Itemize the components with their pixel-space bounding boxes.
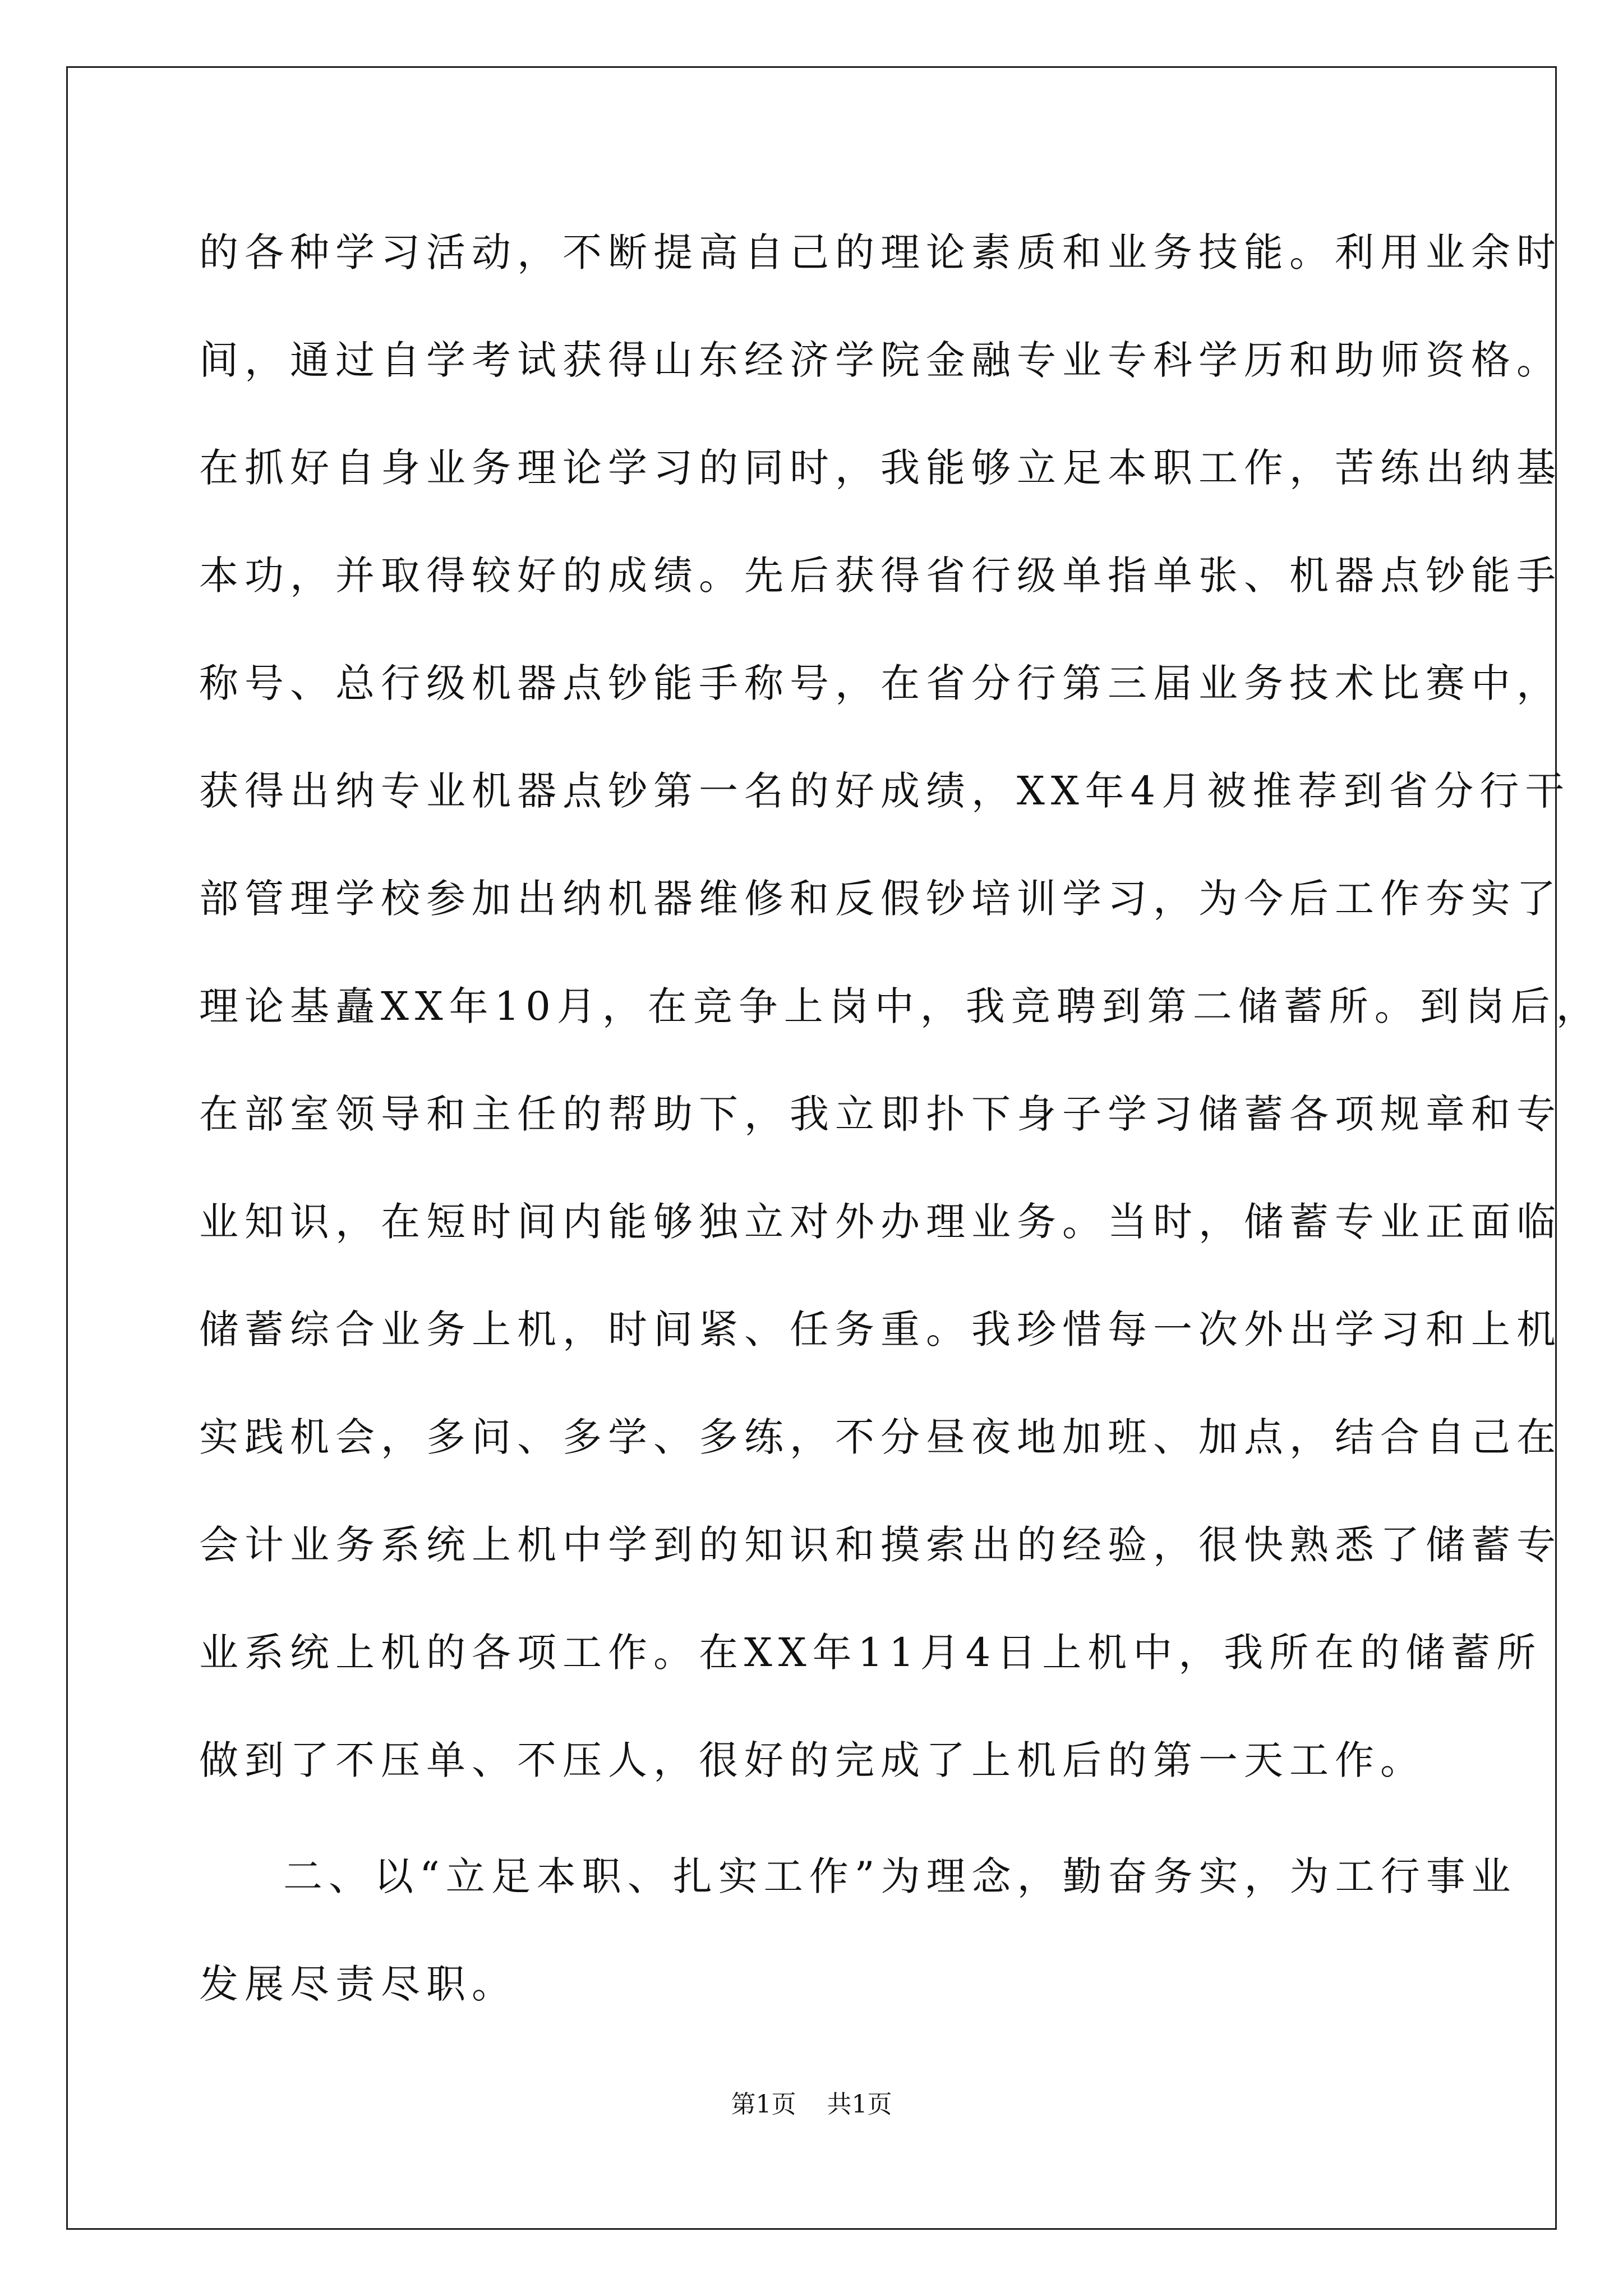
text-line: 本功，并取得较好的成绩。先后获得省行级单指单张、机器点钞能手	[199, 553, 1562, 599]
text-line: 在抓好自身业务理论学习的同时，我能够立足本职工作，苦练出纳基	[199, 445, 1562, 491]
document-body	[199, 219, 1602, 2058]
text-line: 业知识，在短时间内能够独立对外办理业务。当时，储蓄专业正面临	[199, 1199, 1562, 1245]
text-line: 发展尽责尽职。	[199, 1961, 517, 2007]
paragraph-1	[199, 219, 1602, 1834]
text-line: 理论基矗XX年10月，在竞争上岗中，我竞聘到第二储蓄所。到岗后，	[199, 983, 1602, 1029]
text-line: 称号、总行级机器点钞能手称号，在省分行第三届业务技术比赛中，	[199, 660, 1562, 706]
page-number-current: 第1页	[731, 2090, 796, 2119]
paragraph-2	[199, 1843, 1517, 2058]
text-line: 的各种学习活动，不断提高自己的理论素质和业务技能。利用业余时	[199, 229, 1562, 275]
text-line: 部管理学校参加出纳机器维修和反假钞培训学习，为今后工作夯实了	[199, 876, 1562, 922]
text-line: 二、以“立足本职、扎实工作”为理念，勤奋务实，为工行事业	[283, 1853, 1517, 1899]
text-line: 实践机会，多问、多学、多练，不分昼夜地加班、加点，结合自己在	[199, 1414, 1562, 1460]
text-line: 间，通过自学考试获得山东经济学院金融专业专科学历和助师资格。	[199, 337, 1562, 383]
text-line: 储蓄综合业务上机，时间紧、任务重。我珍惜每一次外出学习和上机	[199, 1306, 1562, 1352]
page-footer	[0, 2088, 1623, 2122]
text-line: 做到了不压单、不压人，很好的完成了上机后的第一天工作。	[199, 1737, 1426, 1783]
page-number-total: 共1页	[827, 2090, 892, 2119]
text-line: 会计业务系统上机中学到的知识和摸索出的经验，很快熟悉了储蓄专	[199, 1522, 1562, 1568]
text-line: 业系统上机的各项工作。在XX年11月4日上机中，我所在的储蓄所	[199, 1630, 1542, 1676]
text-line: 获得出纳专业机器点钞第一名的好成绩，XX年4月被推荐到省分行干	[199, 768, 1571, 814]
text-line: 在部室领导和主任的帮助下，我立即扑下身子学习储蓄各项规章和专	[199, 1091, 1562, 1137]
